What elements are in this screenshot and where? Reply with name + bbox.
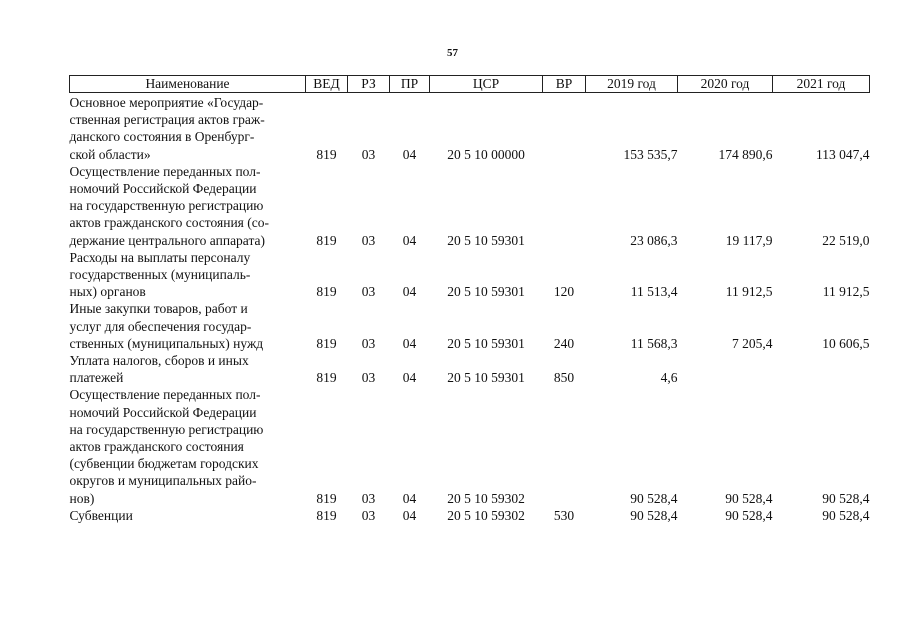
cell-2021: 113 047,4 xyxy=(816,146,870,162)
table-row xyxy=(70,507,870,524)
cell-name-line: ственная регистрация актов граж- xyxy=(69,112,265,128)
cell-csr: 20 5 10 59301 xyxy=(447,370,525,386)
table-row xyxy=(70,93,870,163)
cell-2021: 22 519,0 xyxy=(822,232,870,248)
cell-rz: 03 xyxy=(361,335,376,351)
cell-name-line: номочий Российской Федерации xyxy=(69,181,257,197)
cell-vr xyxy=(543,93,586,163)
cell-vr: 240 xyxy=(553,335,575,351)
cell-2021: 90 528,4 xyxy=(822,490,870,506)
cell-name-line: ской области» xyxy=(69,146,151,162)
cell-name-line: Иные закупки товаров, работ и xyxy=(69,301,248,317)
cell-2021 xyxy=(773,352,870,386)
cell-csr: 20 5 10 00000 xyxy=(447,146,525,162)
cell-name-line: актов гражданского состояния (со- xyxy=(69,215,269,231)
cell-rz: 03 xyxy=(361,490,376,506)
cell-rz: 03 xyxy=(361,284,376,300)
cell-2019: 90 528,4 xyxy=(630,490,678,506)
cell-2020: 11 912,5 xyxy=(725,284,773,300)
cell-2019: 90 528,4 xyxy=(630,507,678,523)
table-body xyxy=(70,93,870,525)
cell-pr: 04 xyxy=(402,490,417,506)
header-pr: ПР xyxy=(390,76,430,93)
cell-pr: 04 xyxy=(402,146,417,162)
header-2021: 2021 год xyxy=(773,76,870,93)
cell-csr: 20 5 10 59302 xyxy=(447,490,525,506)
cell-2021: 90 528,4 xyxy=(822,507,870,523)
cell-name-line: Уплата налогов, сборов и иных xyxy=(69,353,249,369)
budget-table xyxy=(69,75,870,524)
cell-name-line: Основное мероприятие «Государ- xyxy=(69,95,264,110)
cell-csr: 20 5 10 59301 xyxy=(447,335,525,351)
cell-name xyxy=(70,507,306,524)
cell-name-line: нов) xyxy=(69,490,95,506)
cell-rz: 03 xyxy=(361,507,376,523)
cell-2019: 11 513,4 xyxy=(630,284,678,300)
cell-name xyxy=(70,163,306,249)
cell-csr: 20 5 10 59301 xyxy=(447,284,525,300)
cell-rz: 03 xyxy=(361,370,376,386)
cell-ved: 819 xyxy=(316,370,337,386)
cell-name-line: данского состояния в Оренбург- xyxy=(69,129,255,145)
cell-vr: 530 xyxy=(553,507,575,523)
cell-2020: 90 528,4 xyxy=(725,507,773,523)
cell-csr: 20 5 10 59302 xyxy=(447,507,525,523)
cell-name-line: округов и муниципальных райо- xyxy=(69,473,257,489)
table-header-row xyxy=(70,76,870,93)
cell-pr: 04 xyxy=(402,232,417,248)
cell-2019: 153 535,7 xyxy=(623,146,678,162)
cell-csr: 20 5 10 59301 xyxy=(447,232,525,248)
cell-vr: 850 xyxy=(553,370,575,386)
cell-ved: 819 xyxy=(316,490,337,506)
header-2019: 2019 год xyxy=(586,76,678,93)
cell-name-line: государственных (муниципаль- xyxy=(69,267,251,283)
cell-name xyxy=(70,300,306,352)
cell-2019: 11 568,3 xyxy=(630,335,678,351)
cell-ved: 819 xyxy=(316,232,337,248)
cell-name-line: Осуществление переданных пол- xyxy=(69,163,261,179)
cell-name xyxy=(70,249,306,301)
header-ved: ВЕД xyxy=(306,76,348,93)
cell-name-line: ственных (муниципальных) нужд xyxy=(69,335,264,351)
cell-name-line: номочий Российской Федерации xyxy=(69,404,257,420)
cell-vr: 120 xyxy=(553,284,575,300)
cell-name xyxy=(70,386,306,506)
cell-vr xyxy=(543,386,586,506)
header-vr: ВР xyxy=(543,76,586,93)
cell-name-line: Осуществление переданных пол- xyxy=(69,387,261,403)
header-2020: 2020 год xyxy=(678,76,773,93)
cell-rz: 03 xyxy=(361,146,376,162)
cell-ved: 819 xyxy=(316,507,337,523)
header-rz: РЗ xyxy=(348,76,390,93)
cell-2019: 4,6 xyxy=(660,370,678,386)
cell-name-line: (субвенции бюджетам городских xyxy=(69,456,259,472)
cell-2019: 23 086,3 xyxy=(630,232,678,248)
cell-name-line: актов гражданского состояния xyxy=(69,439,244,455)
cell-name-line: ных) органов xyxy=(69,284,146,300)
table-row xyxy=(70,300,870,352)
table-row xyxy=(70,386,870,506)
cell-2021: 11 912,5 xyxy=(822,284,870,300)
cell-name xyxy=(70,93,306,163)
cell-2021: 10 606,5 xyxy=(822,335,870,351)
cell-name-line: Расходы на выплаты персоналу xyxy=(69,249,251,265)
cell-rz: 03 xyxy=(361,232,376,248)
cell-name-line: Субвенции xyxy=(69,507,133,523)
cell-2020 xyxy=(678,352,773,386)
header-name: Наименование xyxy=(70,76,306,93)
cell-name-line: на государственную регистрацию xyxy=(69,198,264,214)
cell-name-line: услуг для обеспечения государ- xyxy=(69,318,252,334)
cell-pr: 04 xyxy=(402,370,417,386)
cell-name-line: держание центрального аппарата) xyxy=(69,232,266,248)
cell-2020: 90 528,4 xyxy=(725,490,773,506)
cell-ved: 819 xyxy=(316,335,337,351)
cell-vr xyxy=(543,163,586,249)
page-number: 57 xyxy=(447,47,458,59)
cell-pr: 04 xyxy=(402,507,417,523)
cell-pr: 04 xyxy=(402,284,417,300)
cell-2020: 7 205,4 xyxy=(732,335,773,351)
cell-ved: 819 xyxy=(316,284,337,300)
cell-pr: 04 xyxy=(402,335,417,351)
cell-name-line: платежей xyxy=(69,370,124,386)
cell-name xyxy=(70,352,306,386)
header-csr: ЦСР xyxy=(430,76,543,93)
cell-2020: 19 117,9 xyxy=(725,232,773,248)
table-row xyxy=(70,249,870,301)
table-row xyxy=(70,352,870,386)
cell-ved: 819 xyxy=(316,146,337,162)
cell-name-line: на государственную регистрацию xyxy=(69,421,264,437)
table-row xyxy=(70,163,870,249)
cell-2020: 174 890,6 xyxy=(718,146,773,162)
